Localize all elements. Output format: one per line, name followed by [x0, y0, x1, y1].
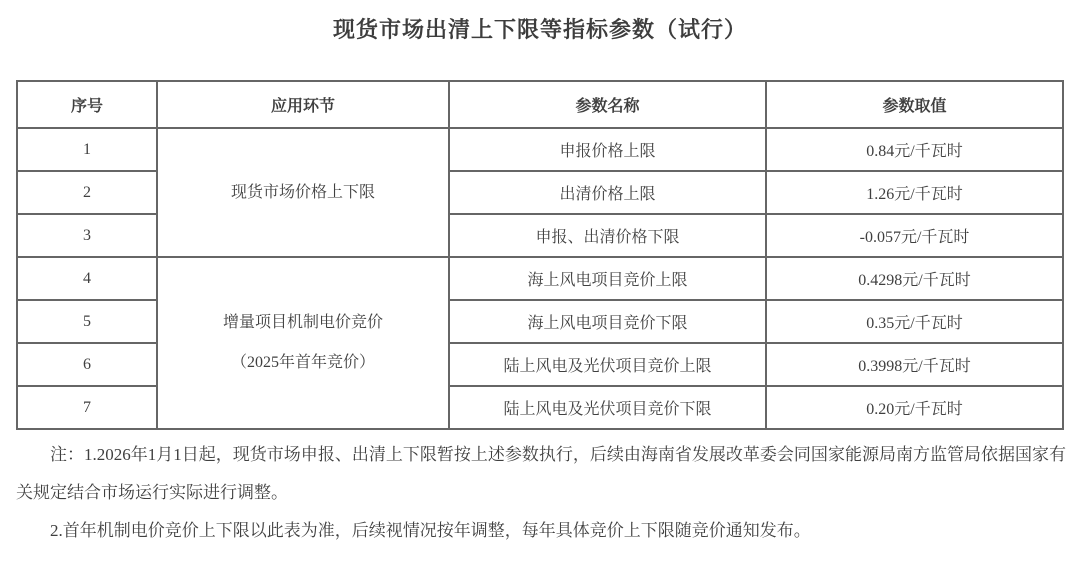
cell-no: 4: [17, 257, 157, 300]
page-title: 现货市场出清上下限等指标参数（试行）: [332, 17, 747, 42]
table-row: [17, 257, 1063, 300]
cell-value: -0.057元/千瓦时: [766, 214, 1063, 257]
cell-param: 申报、出清价格下限: [449, 214, 766, 257]
footnote-2: 2.首年机制电价竞价上下限以此表为准，后续视情况按年调整，每年具体竞价上下限随竞价通知发布。: [50, 521, 811, 540]
cell-no: 2: [17, 171, 157, 214]
cell-param: 申报价格上限: [449, 128, 766, 171]
footnotes: [16, 436, 1066, 550]
cell-param: 陆上风电及光伏项目竞价下限: [449, 386, 766, 429]
stage-text: 现货市场价格上下限: [230, 183, 375, 201]
cell-no: 6: [17, 343, 157, 386]
cell-no: 3: [17, 214, 157, 257]
header-cell-no: 序号: [17, 81, 157, 128]
cell-param: 海上风电项目竞价下限: [449, 300, 766, 343]
header-cell-value: 参数取值: [766, 81, 1063, 128]
cell-no: 1: [17, 128, 157, 171]
cell-value: 0.4298元/千瓦时: [766, 257, 1063, 300]
cell-no: 5: [17, 300, 157, 343]
parameters-table: [16, 80, 1064, 430]
table-header: [17, 81, 1063, 128]
cell-value: 0.20元/千瓦时: [766, 386, 1063, 429]
stage-text-line-1: 增量项目机制电价竞价: [222, 314, 383, 331]
header-cell-stage: 应用环节: [157, 81, 449, 128]
cell-stage-group-1: [157, 128, 449, 257]
table-header-row: [17, 81, 1063, 128]
cell-param: 出清价格上限: [449, 171, 766, 214]
cell-param: 陆上风电及光伏项目竞价上限: [449, 343, 766, 386]
header-cell-param: 参数名称: [449, 81, 766, 128]
stage-text-line-2: （2025年首年竞价）: [230, 354, 375, 371]
cell-value: 1.26元/千瓦时: [766, 171, 1063, 214]
cell-value: 0.3998元/千瓦时: [766, 343, 1063, 386]
cell-param: 海上风电项目竞价上限: [449, 257, 766, 300]
cell-no: 7: [17, 386, 157, 429]
footnote-1: 注：1.2026年1月1日起，现货市场申报、出清上下限暂按上述参数执行，后续由海南省发展改革委会同国家能源局南方监管局依据国家有关规定结合市场运行实际进行调整。: [16, 445, 1066, 502]
cell-value: 0.35元/千瓦时: [766, 300, 1063, 343]
table-row: [17, 128, 1063, 171]
cell-value: 0.84元/千瓦时: [766, 128, 1063, 171]
cell-stage-group-2: [157, 257, 449, 429]
